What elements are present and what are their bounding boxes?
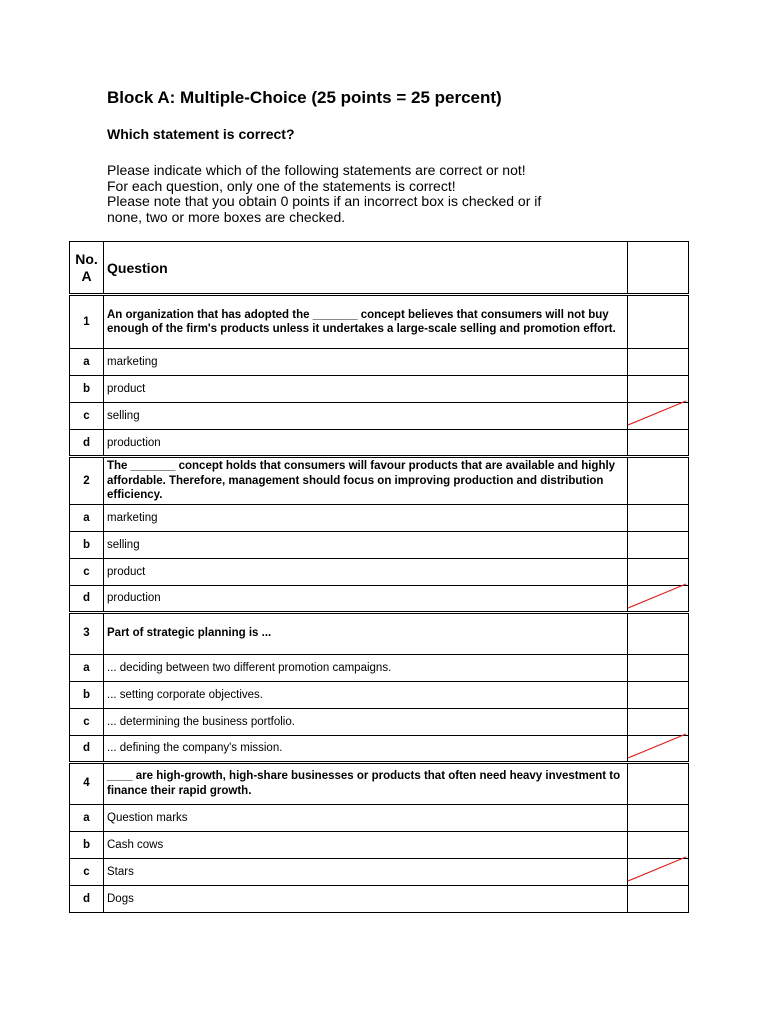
column-header-checkbox — [628, 242, 689, 295]
question-number: 4 — [70, 762, 104, 804]
option-text: marketing — [104, 349, 628, 376]
answer-option-row — [70, 403, 689, 430]
answer-option-row — [70, 681, 689, 708]
answer-option-row — [70, 654, 689, 681]
check-mark-icon — [628, 586, 688, 611]
answer-option-row — [70, 430, 689, 457]
option-letter: a — [70, 804, 104, 831]
question-text: The _______ concept holds that consumers will favour products that are available and highly affordable. Therefore, management should focus on improving production and distribution efficiency. — [104, 457, 628, 505]
question-row — [70, 295, 689, 349]
option-letter: a — [70, 504, 104, 531]
option-letter: c — [70, 558, 104, 585]
question-checkbox-cell — [628, 457, 689, 505]
answer-option-row — [70, 858, 689, 885]
option-letter: d — [70, 430, 104, 457]
question-table-body — [70, 242, 689, 913]
check-mark-icon — [628, 403, 688, 429]
option-text: Dogs — [104, 885, 628, 912]
answer-option-row — [70, 831, 689, 858]
option-letter: a — [70, 349, 104, 376]
answer-checkbox[interactable] — [628, 376, 689, 403]
option-text: ... deciding between two different promotion campaigns. — [104, 654, 628, 681]
question-text: ____ are high-growth, high-share businesses or products that often need heavy investment to finance their rapid growth. — [104, 762, 628, 804]
option-letter: d — [70, 735, 104, 762]
answer-checkbox[interactable] — [628, 681, 689, 708]
question-text: An organization that has adopted the _______ concept believes that consumers will not buy enough of the firm's products unless it undertakes a large-scale selling and promotion effort. — [104, 295, 628, 349]
question-checkbox-cell — [628, 612, 689, 654]
answer-checkbox[interactable] — [628, 804, 689, 831]
question-checkbox-cell — [628, 762, 689, 804]
check-mark-icon — [628, 859, 688, 885]
answer-checkbox[interactable] — [628, 735, 689, 762]
option-text: product — [104, 376, 628, 403]
answer-option-row — [70, 531, 689, 558]
question-row — [70, 762, 689, 804]
option-text: Cash cows — [104, 831, 628, 858]
option-text: Stars — [104, 858, 628, 885]
option-text: marketing — [104, 504, 628, 531]
answer-option-row — [70, 735, 689, 762]
answer-checkbox[interactable] — [628, 349, 689, 376]
answer-option-row — [70, 349, 689, 376]
answer-checkbox[interactable] — [628, 430, 689, 457]
answer-option-row — [70, 558, 689, 585]
option-letter: b — [70, 681, 104, 708]
option-letter: a — [70, 654, 104, 681]
answer-option-row — [70, 885, 689, 912]
column-header-question: Question — [104, 242, 628, 295]
option-text: Question marks — [104, 804, 628, 831]
option-letter: c — [70, 708, 104, 735]
answer-checkbox[interactable] — [628, 654, 689, 681]
option-letter: d — [70, 585, 104, 612]
option-text: selling — [104, 531, 628, 558]
instruction-line: For each question, only one of the statements is correct! — [107, 177, 456, 194]
page-title: Block A: Multiple-Choice (25 points = 25 percent) — [107, 88, 502, 107]
option-text: production — [104, 585, 628, 612]
option-text: ... setting corporate objectives. — [104, 681, 628, 708]
answer-option-row — [70, 708, 689, 735]
answer-checkbox[interactable] — [628, 885, 689, 912]
option-letter: b — [70, 531, 104, 558]
answer-checkbox[interactable] — [628, 531, 689, 558]
answer-option-row — [70, 585, 689, 612]
answer-checkbox[interactable] — [628, 585, 689, 612]
question-table — [69, 241, 689, 913]
answer-option-row — [70, 804, 689, 831]
question-number: 2 — [70, 457, 104, 505]
option-text: production — [104, 430, 628, 457]
column-header-number: No. A — [70, 242, 104, 295]
answer-checkbox[interactable] — [628, 831, 689, 858]
answer-checkbox[interactable] — [628, 708, 689, 735]
option-letter: b — [70, 831, 104, 858]
answer-checkbox[interactable] — [628, 504, 689, 531]
question-row — [70, 612, 689, 654]
check-mark-icon — [628, 736, 688, 761]
option-text: product — [104, 558, 628, 585]
instruction-line: none, two or more boxes are checked. — [107, 208, 346, 225]
answer-checkbox[interactable] — [628, 858, 689, 885]
answer-option-row — [70, 376, 689, 403]
option-text: selling — [104, 403, 628, 430]
instructions — [107, 163, 577, 225]
table-header-row — [70, 242, 689, 295]
instruction-line: Please note that you obtain 0 points if an incorrect box is checked or if — [107, 193, 542, 209]
option-text: ... determining the business portfolio. — [104, 708, 628, 735]
question-number: 1 — [70, 295, 104, 349]
answer-option-row — [70, 504, 689, 531]
section-subtitle: Which statement is correct? — [107, 126, 295, 142]
instruction-line: Please indicate which of the following statements are correct or not! — [107, 162, 526, 178]
option-letter: d — [70, 885, 104, 912]
option-letter: c — [70, 858, 104, 885]
question-row — [70, 457, 689, 505]
question-text: Part of strategic planning is ... — [104, 612, 628, 654]
option-text: ... defining the company's mission. — [104, 735, 628, 762]
question-number: 3 — [70, 612, 104, 654]
option-letter: b — [70, 376, 104, 403]
question-checkbox-cell — [628, 295, 689, 349]
answer-checkbox[interactable] — [628, 558, 689, 585]
answer-checkbox[interactable] — [628, 403, 689, 430]
option-letter: c — [70, 403, 104, 430]
